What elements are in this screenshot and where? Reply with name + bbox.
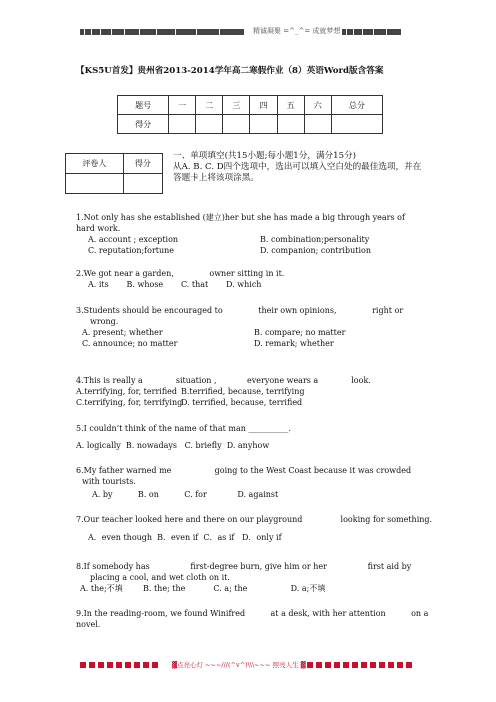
grader-label: 评卷人 <box>66 154 124 174</box>
option-row <box>76 338 421 349</box>
option-row <box>76 245 421 256</box>
question-stem-cont: placing a cool, and wet cloth on it. <box>90 573 230 582</box>
score-cell <box>169 115 196 134</box>
question-4 <box>76 375 421 408</box>
question-stem-cont: wrong. <box>90 317 119 326</box>
question-6 <box>76 465 421 500</box>
question-stem: 4.This is really a situation , everyone wears a look. <box>76 376 371 385</box>
option-row <box>76 234 421 245</box>
score-row-label: 得分 <box>118 115 169 134</box>
grader-table <box>65 153 163 194</box>
question-9 <box>76 608 429 630</box>
option-a: A.terrifying, for, terrified <box>76 387 178 396</box>
grader-blank-row <box>66 174 163 194</box>
score-header-cell: 三 <box>223 96 250 115</box>
score-cell <box>331 115 382 134</box>
section-description: 从A. B. C. D四个选项中，选出可以填入空白处的最佳选项，并在答题卡上将该项涂黑。 <box>173 162 422 183</box>
score-header-cell: 二 <box>196 96 223 115</box>
option-d: D. terrified, because, terrified <box>181 398 303 407</box>
document-title: 【KS5U首发】贵州省2013-2014学年高二寒假作业（8）英语Word版含答案 <box>76 66 384 76</box>
footer-bar-left <box>80 662 158 668</box>
page-header <box>80 26 420 38</box>
header-bar-left <box>80 29 244 35</box>
score-header-cell: 四 <box>250 96 277 115</box>
options: A. by B. on C. for D. against <box>92 490 279 499</box>
score-cell <box>277 115 304 134</box>
score-cell <box>304 115 331 134</box>
question-stem-cont: with tourists. <box>82 477 136 486</box>
score-header-cell: 一 <box>169 96 196 115</box>
score-header-cell: 题号 <box>118 96 169 115</box>
option-b: B. combination;personality <box>260 235 370 244</box>
question-5 <box>76 423 421 451</box>
option-c: C. reputation;fortune <box>88 246 175 255</box>
option-d: D. companion; contribution <box>260 246 371 255</box>
score-header-cell: 五 <box>277 96 304 115</box>
grader-cell <box>123 174 162 194</box>
grader-cell <box>66 174 124 194</box>
options: A. the;不填 B. the; the C. a; the D. a;不填 <box>80 584 326 593</box>
question-stem: 1.Not only has she established (建立)her but she has made a big through years of hard work. <box>76 213 405 233</box>
score-cell <box>223 115 250 134</box>
question-stem: 3.Students should be encouraged to their own opinions, right or <box>76 306 404 315</box>
option-a: A. present; whether <box>82 328 163 337</box>
score-table-header-row <box>118 96 383 115</box>
options: A．even though B．even if C．as if D．only if <box>88 533 282 542</box>
question-stem: 5.I couldn’t think of the name of that man __________. <box>76 424 291 433</box>
section-intro <box>173 151 428 184</box>
question-stem-cont: novel. <box>76 620 101 629</box>
header-text: 精诚凝聚 =^_^= 成就梦想 <box>253 27 341 35</box>
section-title: 一、单项填空(共15小题;每小题1分，满分15分) <box>173 151 357 161</box>
options: A. its B. whose C. that D. which <box>88 280 262 289</box>
option-d: D. remark; whether <box>254 339 334 348</box>
question-stem: 8.If somebody has first-degree burn, give him or her first aid by <box>76 562 412 571</box>
footer-bar-right <box>307 662 412 668</box>
option-b: B.terrified, because, terrifying <box>181 387 305 396</box>
question-3 <box>76 305 421 349</box>
question-7 <box>76 514 433 543</box>
question-1 <box>76 212 421 256</box>
option-row <box>76 327 421 338</box>
option-c: C.terrifying, for, terrifying <box>76 398 183 407</box>
page-footer <box>80 660 425 670</box>
question-stem: 9.In the reading-room, we found Winifred at a desk, with her attention on a <box>76 609 429 618</box>
question-2 <box>76 268 421 290</box>
header-bar-right <box>342 29 401 35</box>
question-stem: 6.My father warned me going to the West Coast because it was crowded <box>76 466 412 475</box>
grader-score-label: 得分 <box>123 154 162 174</box>
option-a: A. account ; exception <box>88 235 179 244</box>
option-row <box>76 386 421 397</box>
question-8 <box>76 561 421 594</box>
grader-header-row <box>66 154 163 174</box>
option-c: C. announce; no matter <box>82 339 178 348</box>
score-cell <box>250 115 277 134</box>
score-table <box>117 95 383 134</box>
options: A. logically B. nowadays C. briefly D. anyhow <box>76 441 270 450</box>
question-stem: 7.Our teacher looked here and there on our playground looking for something. <box>76 515 433 524</box>
score-table-score-row <box>118 115 383 134</box>
score-header-cell: 六 <box>304 96 331 115</box>
score-cell <box>196 115 223 134</box>
option-b: B. compare; no matter <box>254 328 346 337</box>
question-stem: 2.We got near a garden, owner sitting in it. <box>76 269 285 278</box>
score-header-cell: 总分 <box>331 96 382 115</box>
footer-text: ▓点亮心灯 ~~~///(^v^)\\\~~~ 照亮人生 ▓ <box>172 661 306 669</box>
option-row <box>76 397 421 408</box>
